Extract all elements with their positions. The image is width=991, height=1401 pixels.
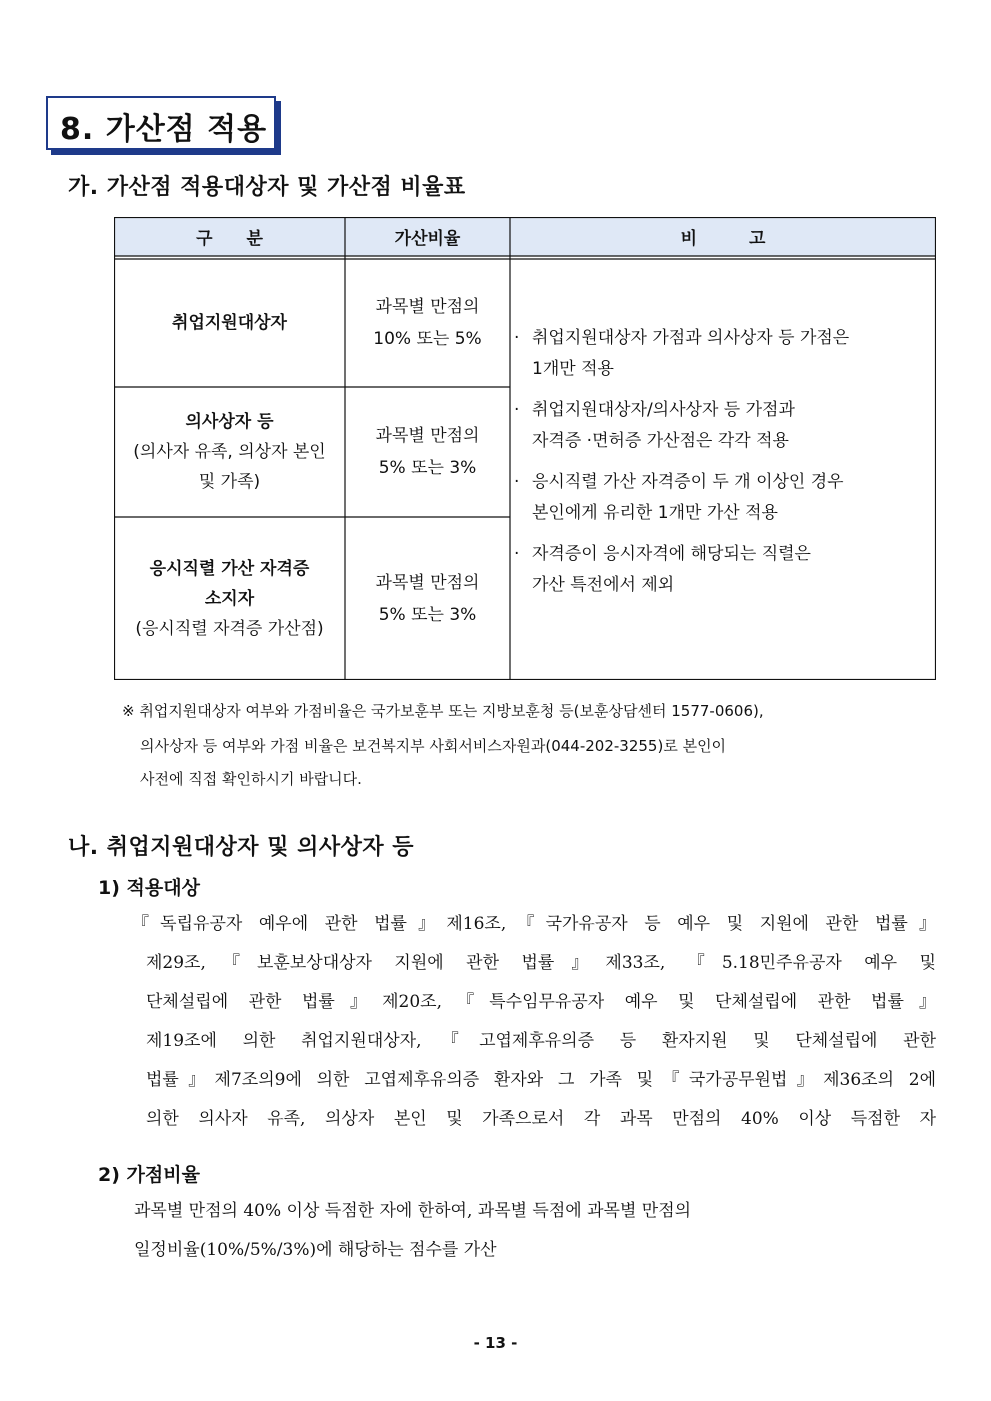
remark-line1: 취업지원대상자/의사상자 등 가점과 <box>532 400 795 420</box>
body-line: 일정비율(10%/5%/3%)에 해당하는 점수를 가산 <box>134 1240 497 1260</box>
table-row-2-category <box>114 387 345 517</box>
body-line: 법률』제7조의9에 의한 고엽제후유의증 환자와 그 가족 및『국가공무원법』제36조의 2에 <box>146 1070 936 1090</box>
body-line: 과목별 만점의 40% 이상 득점한 자에 한하여, 과목별 득점에 과목별 만점의 <box>134 1201 692 1221</box>
header-ratio: 가산비율 <box>394 229 461 249</box>
body-line: 단체설립에 관한 법률』제20조,『특수임무유공자 예우 및 단체설립에 관한 법률』 <box>146 992 936 1012</box>
page-number: - 13 - <box>473 1334 518 1352</box>
remark-item-2 <box>512 395 932 457</box>
table-row-2-ratio <box>345 387 510 517</box>
bonus-ratio-table <box>114 217 936 680</box>
item2-title: 2) 가점비율 <box>98 1164 200 1186</box>
category-sub2: 및 가족) <box>198 472 261 492</box>
footnote-line2: 의사상자 등 여부와 가점 비율은 보건복지부 사회서비스자원과(044-202-3255)로 본인이 <box>140 737 727 755</box>
table-row-3-category <box>114 517 345 680</box>
bullet-icon: · <box>514 328 520 348</box>
body-line: 『독립유공자 예우에 관한 법률』제16조,『국가유공자 등 예우 및 지원에 관한 법률』 <box>132 914 936 934</box>
ratio-line2: 10% 또는 5% <box>373 329 482 349</box>
remark-item-4 <box>512 539 932 601</box>
footnote-line3: 사전에 직접 확인하시기 바랍니다. <box>140 770 362 788</box>
category-label: 취업지원대상자 <box>172 313 287 333</box>
table-row-1-ratio <box>345 259 510 387</box>
item1-title: 1) 적용대상 <box>98 877 200 899</box>
header-category: 구 분 <box>196 229 263 249</box>
body-line: 제29조,『보훈보상대상자 지원에 관한 법률』제33조, 『5.18민주유공자 예우 및 <box>146 953 936 973</box>
header-remarks: 비 고 <box>680 229 766 249</box>
remark-line1: 응시직렬 가산 자격증이 두 개 이상인 경우 <box>532 472 844 492</box>
remark-line2: 1개만 적용 <box>532 359 614 379</box>
footnote-line1: ※ 취업지원대상자 여부와 가점비율은 국가보훈부 또는 지방보훈청 등(보훈상담센터 1577-0606), <box>122 702 764 720</box>
table-row-1-category <box>114 259 345 387</box>
remarks-list <box>512 323 932 611</box>
remark-item-1 <box>512 323 932 385</box>
category-sub: (의사자 유족, 의상자 본인 <box>133 442 326 462</box>
ratio-line1: 과목별 만점의 <box>375 426 480 446</box>
bullet-icon: · <box>514 544 520 564</box>
ratio-line1: 과목별 만점의 <box>375 572 480 593</box>
remark-line1: 취업지원대상자 가점과 의사상자 등 가점은 <box>532 328 850 348</box>
category-label-line2: 소지자 <box>204 588 255 609</box>
bullet-icon: · <box>514 400 520 420</box>
remark-line1: 자격증이 응시자격에 해당되는 직렬은 <box>532 544 811 564</box>
item1-body <box>132 905 936 1139</box>
ratio-line2: 5% 또는 3% <box>378 604 477 625</box>
remark-line2: 본인에게 유리한 1개만 가산 적용 <box>532 503 778 523</box>
table-row-3-ratio <box>345 517 510 680</box>
subsection-a-title: 가. 가산점 적용대상자 및 가산점 비율표 <box>68 175 466 200</box>
remark-line2: 가산 특전에서 제외 <box>532 575 675 595</box>
section-title: 8. 가산점 적용 <box>60 112 268 147</box>
category-label: 응시직렬 가산 자격증 <box>149 558 310 579</box>
body-line: 제19조에 의한 취업지원대상자,『고엽제후유의증 등 환자지원 및 단체설립에 관한 <box>146 1031 936 1051</box>
ratio-line2: 5% 또는 3% <box>378 458 477 478</box>
subsection-b-title: 나. 취업지원대상자 및 의사상자 등 <box>68 835 415 860</box>
bullet-icon: · <box>514 472 520 492</box>
remark-line2: 자격증 ·면허증 가산점은 각각 적용 <box>532 431 789 451</box>
ratio-line1: 과목별 만점의 <box>375 297 480 317</box>
remark-item-3 <box>512 467 932 529</box>
category-label: 의사상자 등 <box>185 412 274 432</box>
item2-body <box>134 1192 894 1270</box>
body-line: 의한 의사자 유족, 의상자 본인 및 가족으로서 각 과목 만점의 40% 이상 득점한 자 <box>146 1109 936 1129</box>
category-sub: (응시직렬 자격증 가산점) <box>135 618 324 639</box>
